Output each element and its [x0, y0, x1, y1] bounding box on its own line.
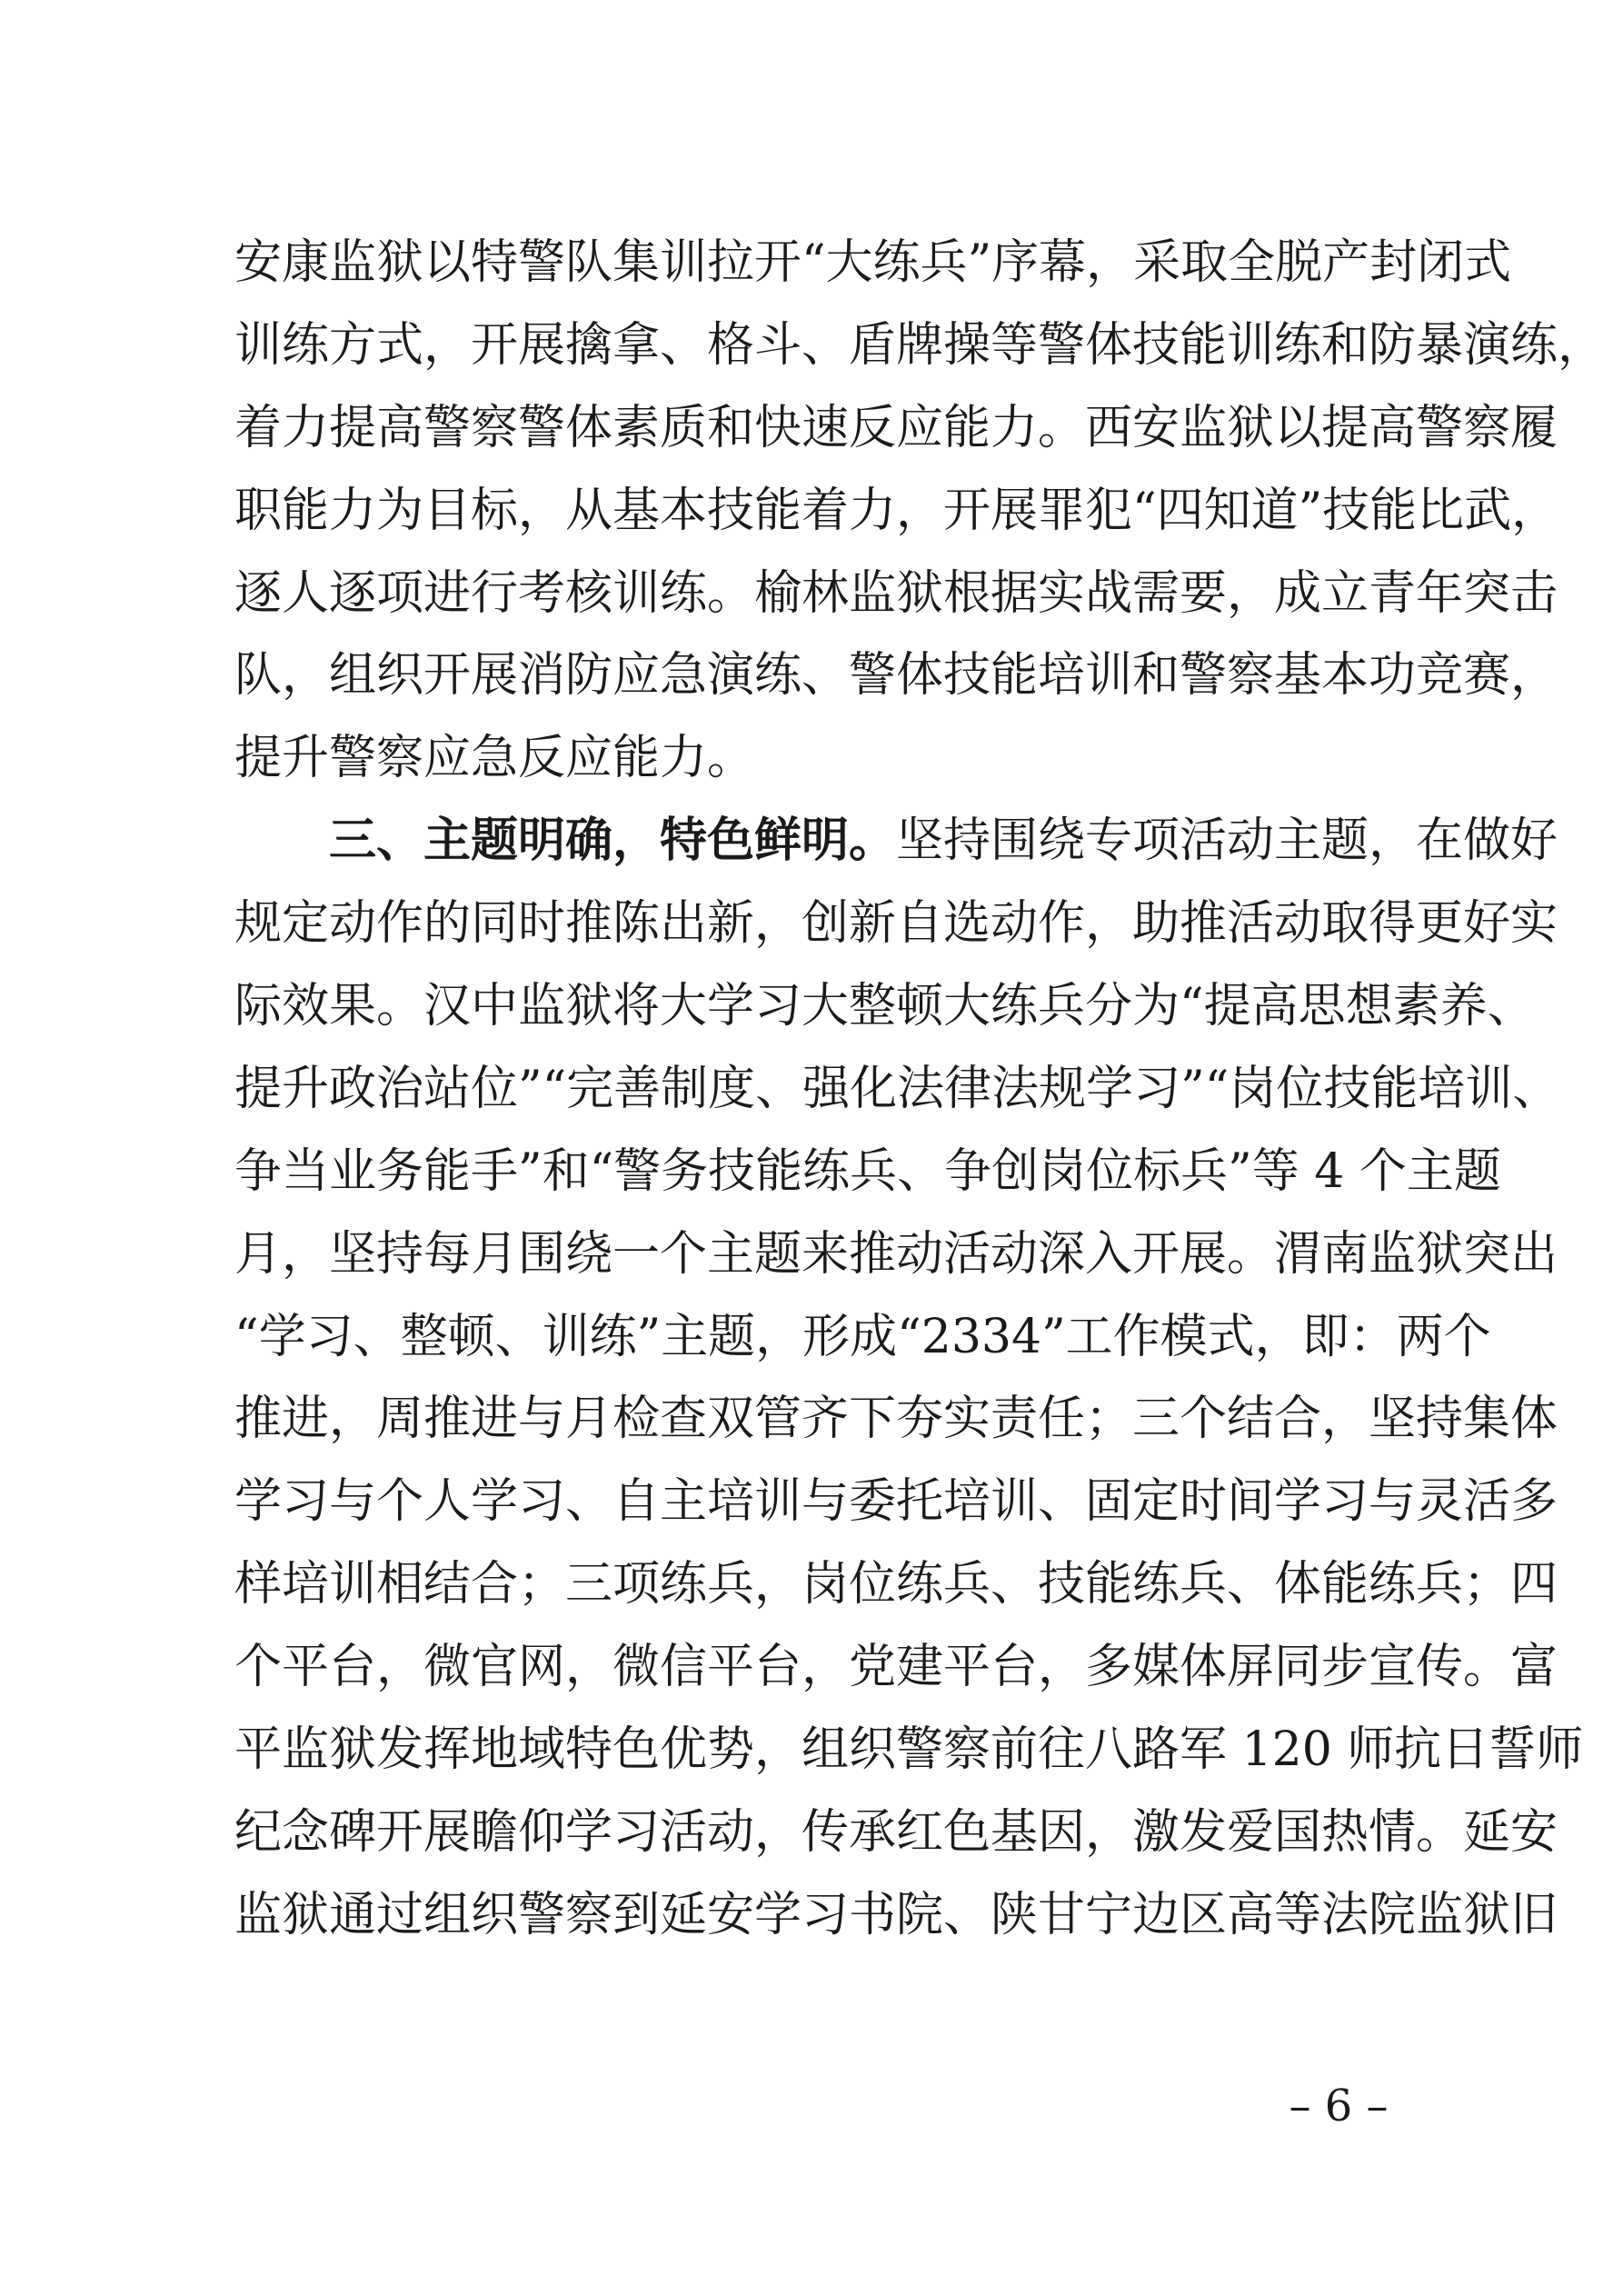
paragraph-line: 安康监狱以特警队集训拉开“大练兵”序幕，采取全脱产封闭式	[234, 235, 1512, 290]
paragraph-line: “学习、整顿、训练”主题，形成“2334”工作模式，即：两个	[234, 1309, 1491, 1364]
paragraph-line: 学习与个人学习、自主培训与委托培训、固定时间学习与灵活多	[234, 1474, 1558, 1530]
paragraph-line: 监狱通过组织警察到延安学习书院、陕甘宁边区高等法院监狱旧	[234, 1887, 1558, 1942]
paragraph-line: 提升政治站位”“完善制度、强化法律法规学习”“岗位技能培训、	[234, 1061, 1560, 1116]
paragraph-line: 推进，周推进与月检查双管齐下夯实责任；三个结合，坚持集体	[234, 1392, 1558, 1447]
page-number	[0, 2074, 1623, 2138]
paragraph-line: 逐人逐项进行考核训练。榆林监狱根据实战需要，成立青年突击	[234, 565, 1558, 621]
page-number-text: – 6 –	[1289, 2081, 1389, 2131]
paragraph-line: 争当业务能手”和“警务技能练兵、争创岗位标兵”等 4 个主题	[234, 1143, 1501, 1199]
paragraph-line: 提升警察应急反应能力。	[234, 731, 755, 786]
paragraph-line: 个平台，微官网，微信平台，党建平台，多媒体屏同步宣传。富	[234, 1640, 1558, 1695]
paragraph-line: 训练方式，开展擒拿、格斗、盾牌操等警体技能训练和防暴演练，	[234, 317, 1606, 373]
body-text	[234, 222, 1606, 1957]
paragraph-line: 着力提高警察警体素质和快速反应能力。西安监狱以提高警察履	[234, 400, 1558, 455]
paragraph-line: 职能力为目标，从基本技能着力，开展罪犯“四知道”技能比武，	[234, 483, 1559, 538]
paragraph-text: 坚持围绕专项活动主题，在做好	[896, 814, 1558, 869]
paragraph-line: 月，坚持每月围绕一个主题来推动活动深入开展。渭南监狱突出	[234, 1226, 1558, 1282]
paragraph-first-line	[234, 800, 1558, 883]
section-heading: 三、主题明确，特色鲜明。	[329, 814, 897, 869]
paragraph-line: 规定动作的同时推陈出新，创新自选动作，助推活动取得更好实	[234, 896, 1558, 952]
paragraph-line: 平监狱发挥地域特色优势，组织警察前往八路军 120 师抗日誓师	[234, 1722, 1584, 1778]
paragraph-line: 纪念碑开展瞻仰学习活动，传承红色基因，激发爱国热情。延安	[234, 1804, 1558, 1860]
paragraph-line: 际效果。汉中监狱将大学习大整顿大练兵分为“提高思想素养、	[234, 979, 1535, 1034]
paragraph-line: 样培训相结合；三项练兵，岗位练兵、技能练兵、体能练兵；四	[234, 1557, 1558, 1612]
paragraph-line: 队，组织开展消防应急演练、警体技能培训和警察基本功竞赛，	[234, 648, 1558, 704]
